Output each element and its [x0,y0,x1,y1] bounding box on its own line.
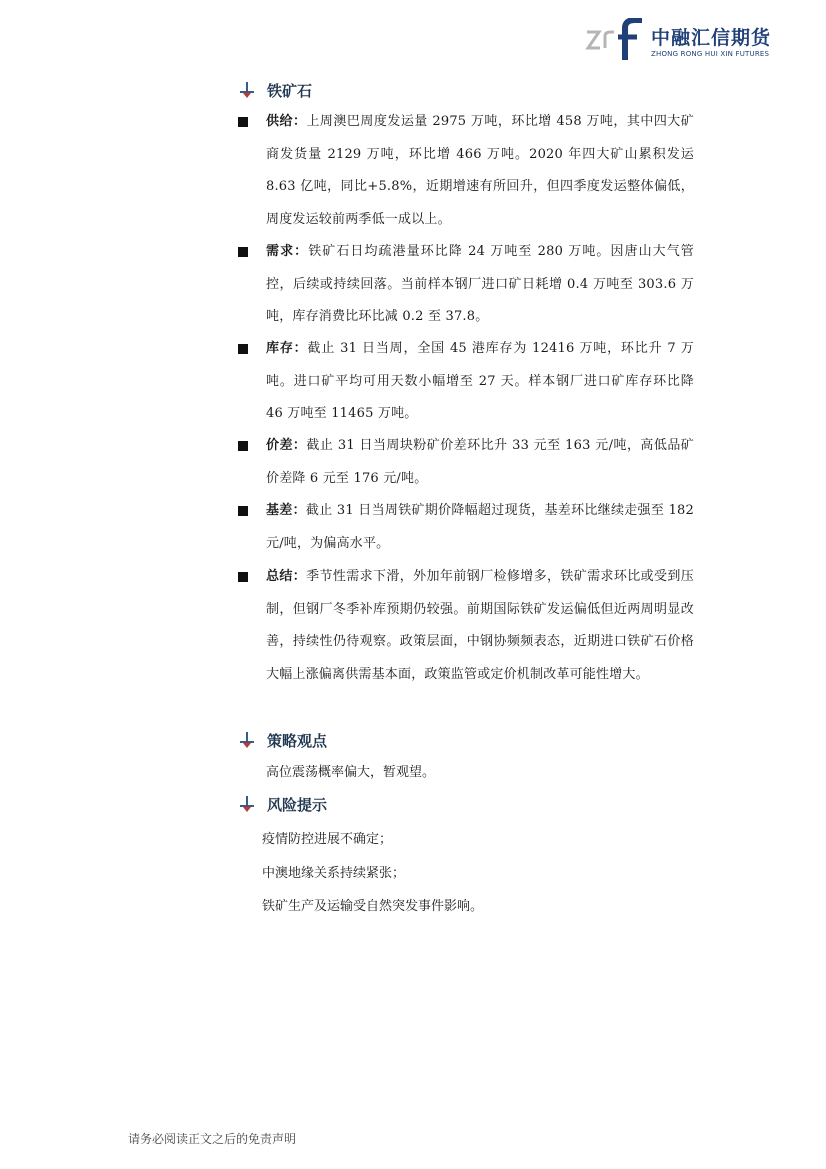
basis-text: 截止 31 日当周铁矿期价降幅超过现货，基差环比继续走强至 182 元/吨，为偏高水平。 [266,503,694,551]
spread-text: 截止 31 日当周块粉矿价差环比升 33 元至 163 元/吨，高低品矿价差降 6 元至 176 元/吨。 [266,438,694,486]
section-title: 铁矿石 [267,81,313,100]
section-title: 策略观点 [267,731,328,750]
spread-label: 价差： [266,438,307,453]
bullet-square-icon [238,247,248,257]
logo-chinese-name: 中融汇信期货 [651,27,772,49]
summary-label: 总结： [266,569,307,584]
logo-english-name: ZHONG RONG HUI XIN FUTURES [651,50,770,58]
section-heading-strategy [240,728,327,752]
demand-label: 需求： [266,244,309,259]
section-heading-iron-ore [240,78,312,102]
section-marker-icon [240,82,254,98]
demand-text: 铁矿石日均疏港量环比降 24 万吨至 280 万吨。因唐山大气管控，后续或持续回落。当前样本钢厂进口矿日耗增 0.4 万吨至 303.6 万吨，库存消费比环比减 0.2 至 37.8。 [266,244,694,324]
risk-item: 疫情防控进展不确定； [262,832,393,847]
demand-paragraph [266,236,694,334]
footer-disclaimer: 请务必阅读正文之后的免责声明 [128,1132,297,1146]
inventory-text: 截止 31 日当周，全国 45 港库存为 12416 万吨，环比升 7 万吨。进口矿平均可用天数小幅增至 27 天。样本钢厂进口矿库存环比降 46 万吨至 11465 万吨。 [266,341,695,421]
bullet-square-icon [238,344,248,354]
risk-item: 铁矿生产及运输受自然突发事件影响。 [262,899,484,914]
zrf-logo-mark-icon [585,18,645,62]
bullet-square-icon [238,441,248,451]
strategy-text: 高位震荡概率偏大，暂观望。 [266,765,436,780]
basis-label: 基差： [266,503,306,518]
supply-label: 供给： [266,114,307,129]
supply-text: 上周澳巴周度发运量 2975 万吨，环比增 458 万吨，其中四大矿商发货量 2129 万吨，环比增 466 万吨。2020 年四大矿山累积发运 8.63 亿吨，同比+5.8%，近期增速有所回升，但四季度发运整体偏低，周度发运较前两季低一成以上。 [266,114,694,227]
spread-paragraph [266,430,694,495]
section-marker-icon [240,796,254,812]
risk-item: 中澳地缘关系持续紧张； [262,866,406,881]
inventory-label: 库存： [266,341,308,356]
section-heading-risk [240,792,327,816]
supply-paragraph [266,106,694,236]
summary-text: 季节性需求下滑，外加年前钢厂检修增多，铁矿需求环比或受到压制，但钢厂冬季补库预期仍较强。前期国际铁矿发运偏低但近两周明显改善，持续性仍待观察。政策层面，中钢协频频表态，近期进口铁矿石价格大幅上涨偏离供需基本面，政策监管或定价机制改革可能性增大。 [266,569,694,682]
section-title: 风险提示 [267,795,328,814]
basis-paragraph [266,495,694,560]
section-marker-icon [240,732,254,748]
bullet-square-icon [238,506,248,516]
bullet-square-icon [238,117,248,127]
company-logo [585,18,785,64]
inventory-paragraph [266,333,694,431]
bullet-square-icon [238,572,248,582]
summary-paragraph [266,561,694,691]
